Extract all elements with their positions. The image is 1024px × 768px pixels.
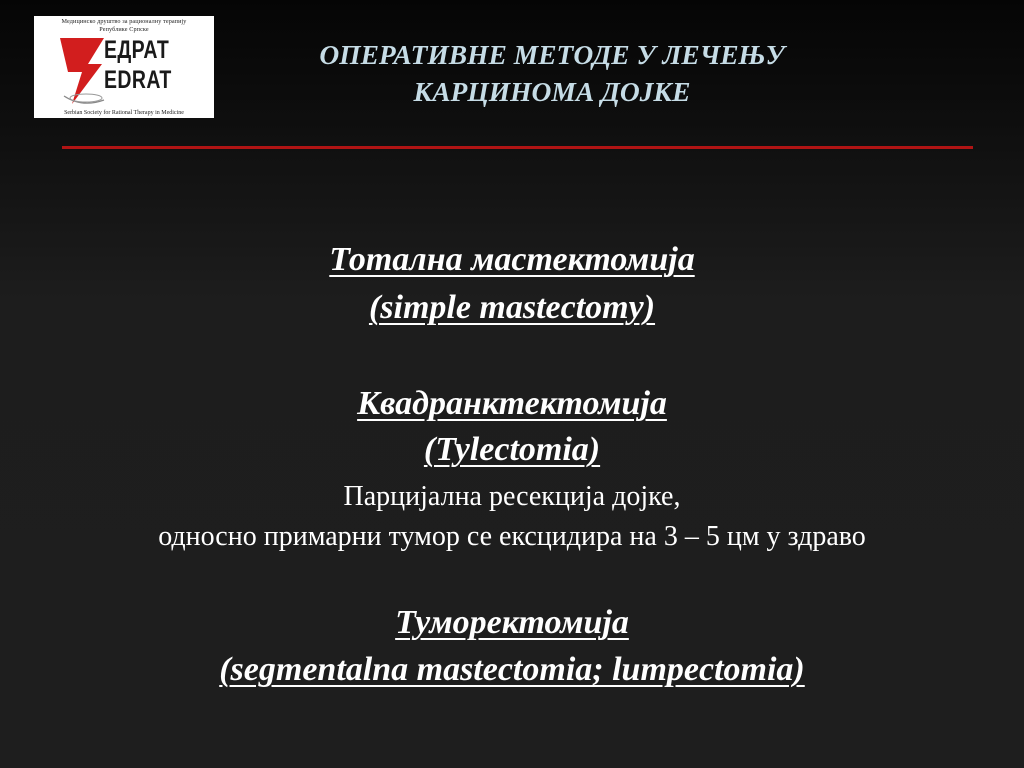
section-description-line-1: Парцијална ресекција дојке, [343, 481, 681, 512]
logo-society-english: Serbian Society for Rational Therapy in Medicine [64, 110, 184, 116]
section-heading-tumorectomy: Туморектомија [395, 604, 629, 641]
section-subheading-tylectomia: (Tylectomia) [423, 431, 601, 468]
slide-title [230, 36, 874, 110]
slide-title-line-2: КАРЦИНОМА ДОЈКЕ [413, 76, 691, 107]
logo-society-line-2: Републике Српске [99, 26, 149, 33]
logo-society-line-1: Медицинско друштво за рационалну терапију [61, 18, 187, 25]
logo-wordmark-cyrillic: ЕДРАТ [104, 36, 170, 64]
section-description-line-2: односно примарни тумор се ексцидира на 3 – 5 цм у здраво [158, 521, 866, 552]
slide-title-line-1: ОПЕРАТИВНЕ МЕТОДЕ У ЛЕЧЕЊУ [319, 39, 785, 70]
medrat-logo [34, 16, 214, 118]
section-heading-quadrantectomy: Квадранктектомија [357, 385, 667, 422]
section-heading-total-mastectomy: Тотална мастектомија [329, 241, 695, 278]
section-subheading-lumpectomia: (segmentalna mastectomia; lumpectomia) [219, 651, 805, 688]
logo-wordmark-latin: EDRAT [104, 66, 172, 94]
title-divider [62, 146, 973, 149]
section-subheading-simple-mastectomy: (simple mastectomy) [368, 289, 656, 326]
